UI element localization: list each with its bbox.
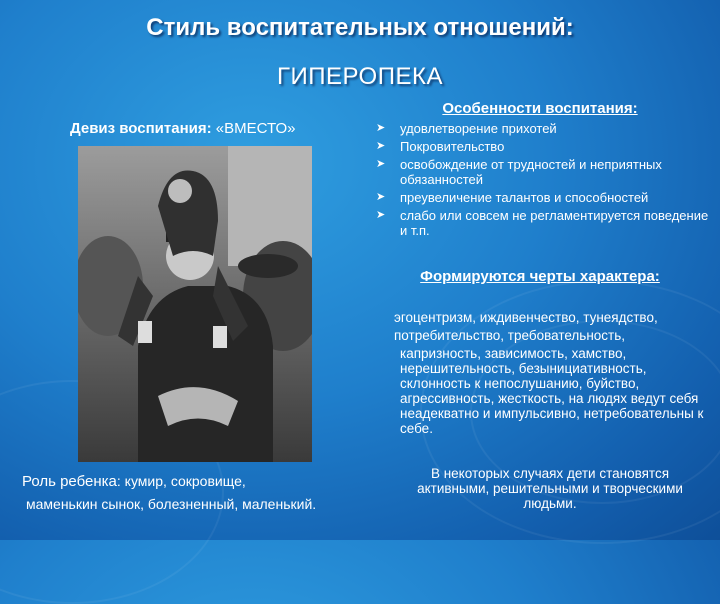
role-label: Роль ребенка xyxy=(22,473,117,490)
trait-line: капризность, зависимость, хамство, нерешительность, безынициативность, склонность к непослушанию, буйство, агрессивность, жесткость, на людях ведут себя неадекватно и импульсивно, нетребовательны к себе. xyxy=(400,346,704,436)
features-section xyxy=(370,100,710,285)
features-list xyxy=(370,121,710,238)
trait-line: потребительство, требовательность, xyxy=(394,328,626,343)
role-text-line-2: маменькин сынок, болезненный, маленький. xyxy=(26,496,317,512)
arrow-bullet-icon: ➤ xyxy=(376,122,386,134)
arrow-bullet-icon: ➤ xyxy=(376,140,386,152)
list-item: ➤ Покровительство xyxy=(376,139,505,154)
role-text-line-1: : кумир, сокровище, xyxy=(116,473,246,489)
photo-man-with-child xyxy=(78,146,312,462)
slide-title: Стиль воспитательных отношений: xyxy=(146,14,574,41)
trait-line: эгоцентризм, иждивенчество, тунеядство, xyxy=(394,310,658,325)
traits-heading: Формируются черты характера: xyxy=(420,268,660,285)
closing-note: В некоторых случаях дети становятся активными, решительными и творческими людьми. xyxy=(417,466,683,511)
list-item: ➤ удовлетворение прихотей xyxy=(376,121,557,136)
list-item: ➤ слабо или совсем не регламентируется поведение и т.п. xyxy=(376,208,709,238)
child-role xyxy=(22,470,316,515)
slide-subtitle: ГИПЕРОПЕКА xyxy=(277,63,443,90)
list-item: ➤ освобождение от трудностей и неприятных обязанностей xyxy=(376,157,662,187)
traits-list xyxy=(394,310,714,439)
features-heading: Особенности воспитания: xyxy=(442,100,638,117)
motto xyxy=(70,120,295,137)
arrow-bullet-icon: ➤ xyxy=(376,158,386,170)
arrow-bullet-icon: ➤ xyxy=(376,209,386,221)
arrow-bullet-icon: ➤ xyxy=(376,191,386,203)
motto-label: Девиз воспитания: xyxy=(70,120,212,137)
motto-value: «ВМЕСТО» xyxy=(215,120,296,137)
list-item: ➤ преувеличение талантов и способностей xyxy=(376,190,649,205)
